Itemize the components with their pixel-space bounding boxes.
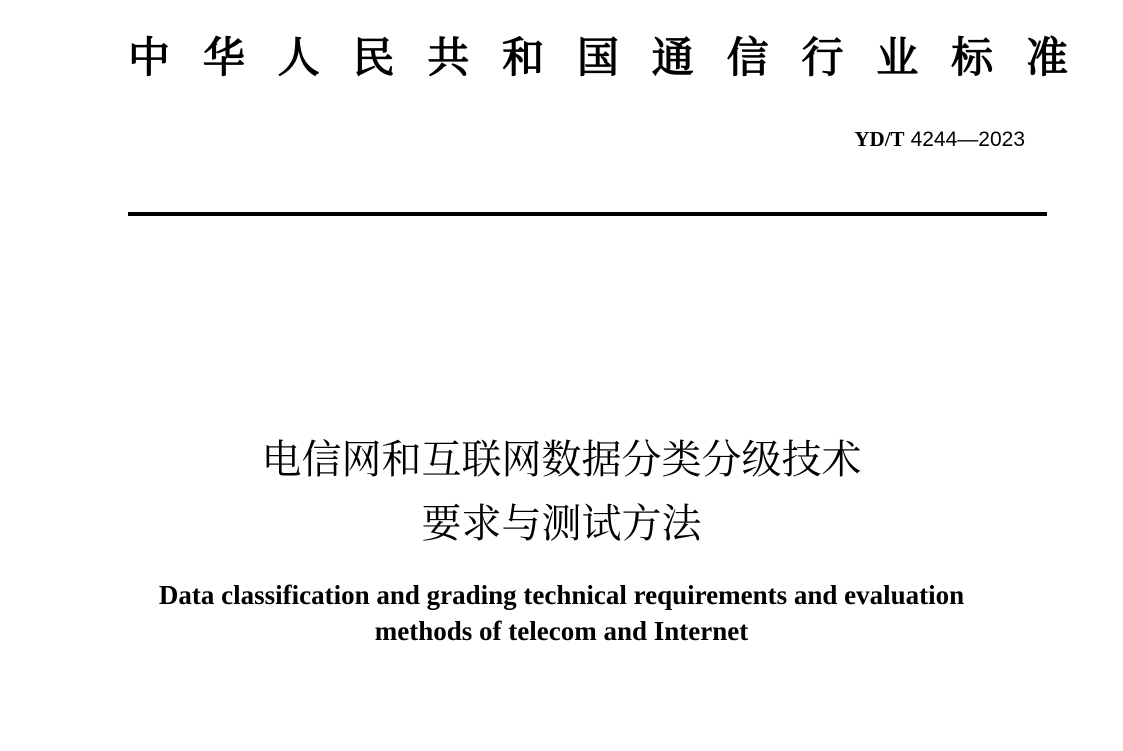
standard-number [854, 124, 1025, 155]
title-char: 人 [277, 33, 320, 82]
title-char: 通 [651, 33, 694, 82]
title-char: 业 [876, 33, 919, 82]
title-char: 民 [352, 33, 395, 82]
title-char: 中 [128, 33, 171, 82]
english-title [0, 577, 1123, 649]
title-char: 信 [726, 33, 769, 82]
title-char: 共 [427, 33, 470, 82]
english-title-line-2: methods of telecom and Internet [374, 616, 749, 646]
title-char: 和 [502, 33, 545, 82]
chinese-title-line-2: 要求与测试方法 [421, 501, 702, 547]
title-char: 国 [576, 33, 619, 82]
title-char: 行 [801, 33, 844, 82]
title-char: 华 [202, 33, 245, 82]
standard-code: 4244—2023 [910, 128, 1025, 151]
title-char: 标 [951, 33, 994, 82]
chinese-title [0, 428, 1123, 556]
english-title-line-1: Data classification and grading technical requirements and evaluation [158, 580, 965, 610]
title-char: 准 [1025, 33, 1068, 82]
header-divider [128, 212, 1047, 216]
standard-prefix: YD/T [854, 127, 905, 151]
standard-category-title [128, 28, 1068, 88]
chinese-title-line-1: 电信网和互联网数据分类分级技术 [261, 437, 862, 483]
